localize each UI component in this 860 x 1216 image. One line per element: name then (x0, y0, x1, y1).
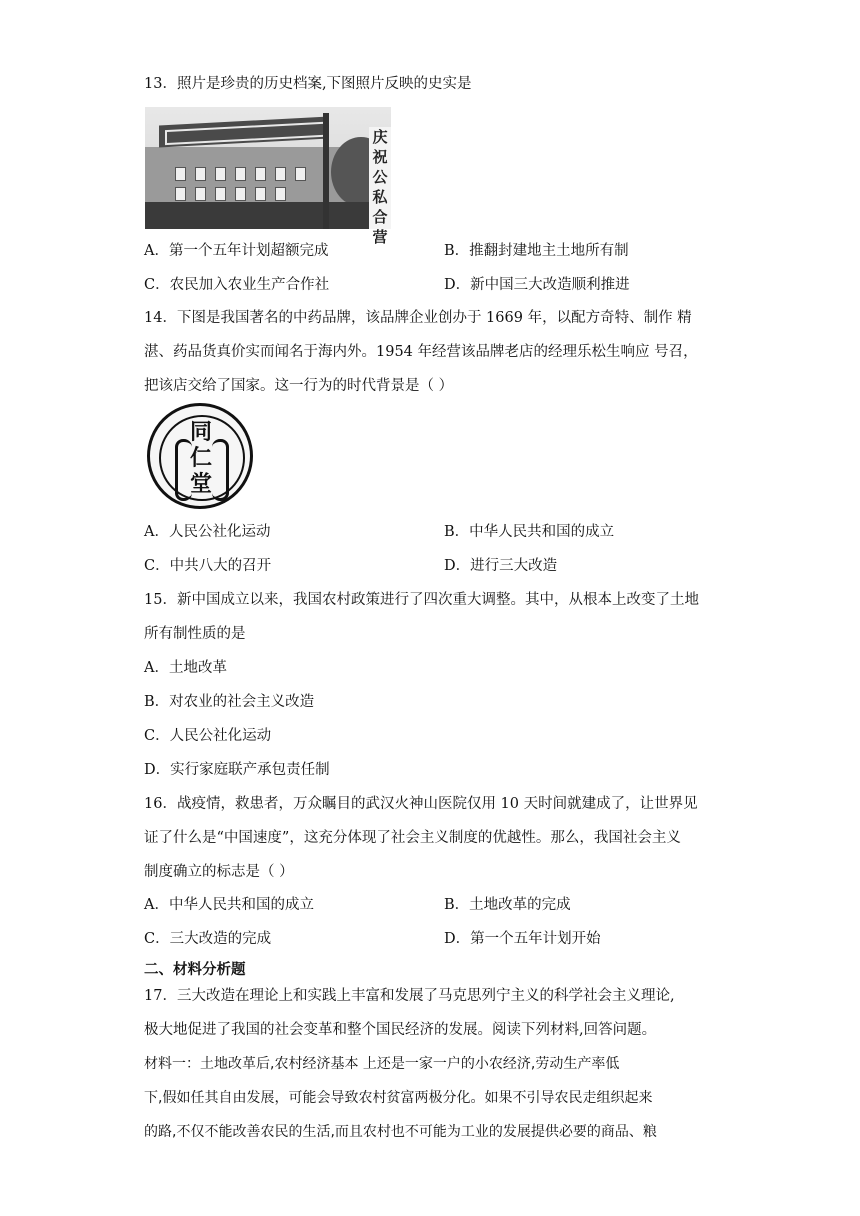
q14-option-c: C．中共八大的召开 (144, 558, 272, 574)
q15-stem-line: 15．新中国成立以来，我国农村政策进行了四次重大调整。其中，从根本上改变了土地 (144, 592, 699, 608)
q13-photo (145, 107, 391, 246)
photo-window (235, 167, 246, 181)
caption-char: 私 (372, 188, 388, 206)
q13-option-d: D．新中国三大改造顺利推进 (444, 277, 630, 293)
q13-stem: 13．照片是珍贵的历史档案,下图照片反映的史实是 (144, 76, 472, 92)
q14-stem-line: 把该店交给了国家。这一行为的时代背景是（ ） (144, 378, 454, 394)
seal-char: 堂 (189, 472, 212, 497)
photo-window (215, 187, 226, 201)
q15-stem-line: 所有制性质的是 (144, 626, 246, 642)
q17-material-line: 的路,不仅不能改善农民的生活,而且农村也不可能为工业的发展提供必要的商品、粮 (144, 1124, 657, 1140)
q16-option-a: A．中华人民共和国的成立 (144, 897, 314, 913)
q14-stem-line: 湛、药品货真价实而闻名于海内外。1954 年经营该品牌老店的经理乐松生响应 号召， (144, 344, 698, 360)
caption-char: 祝 (372, 148, 388, 166)
q15-option-b: B．对农业的社会主义改造 (144, 694, 315, 710)
photo-window (175, 167, 186, 181)
caption-char: 庆 (372, 128, 388, 146)
photo-window (195, 167, 206, 181)
q16-option-b: B．土地改革的完成 (444, 897, 571, 913)
seal-char: 仁 (189, 446, 212, 471)
q16-stem-line: 制度确立的标志是（ ） (144, 864, 294, 880)
q13-option-c: C．农民加入农业生产合作社 (144, 277, 330, 293)
q14-option-a: A．人民公社化运动 (144, 524, 271, 540)
q15-option-d: D．实行家庭联产承包责任制 (144, 762, 330, 778)
photo-window (275, 187, 286, 201)
photo-window (295, 167, 306, 181)
caption-char: 营 (372, 228, 388, 246)
caption-char: 合 (372, 208, 388, 226)
photo-pole (323, 113, 329, 229)
section-title: 二、材料分析题 (144, 962, 246, 978)
photo-window (275, 167, 286, 181)
photo-caption-sign (369, 127, 391, 246)
photo-window (255, 167, 266, 181)
q13-option-a: A．第一个五年计划超额完成 (144, 243, 329, 259)
q13-option-b: B．推翻封建地主土地所有制 (444, 243, 629, 259)
q14-option-d: D．进行三大改造 (444, 558, 558, 574)
photo-window (195, 187, 206, 201)
caption-char: 公 (372, 168, 388, 186)
q16-option-d: D．第一个五年计划开始 (444, 931, 601, 947)
q14-stem-line: 14．下图是我国著名的中药品牌，该品牌企业创办于 1669 年，以配方奇特、制作 精 (144, 310, 692, 326)
q17-material-line: 下,假如任其自由发展，可能会导致农村贫富两极分化。如果不引导农民走组织起来 (144, 1090, 653, 1106)
q16-stem-line: 证了什么是“中国速度”，这充分体现了社会主义制度的优越性。那么，我国社会主义 (144, 830, 681, 846)
q15-option-a: A．土地改革 (144, 660, 227, 676)
q17-stem-line: 17．三大改造在理论上和实践上丰富和发展了马克思列宁主义的科学社会主义理论, (144, 988, 675, 1004)
photo-window (255, 187, 266, 201)
seal-char: 同 (189, 420, 212, 445)
photo-crowd (145, 202, 391, 229)
photo-window (175, 187, 186, 201)
q14-option-b: B．中华人民共和国的成立 (444, 524, 615, 540)
q17-material-line: 材料一：土地改革后,农村经济基本 上还是一家一户的小农经济,劳动生产率低 (144, 1056, 620, 1072)
photo-window (235, 187, 246, 201)
q16-stem-line: 16．战疫情，救患者，万众瞩目的武汉火神山医院仅用 10 天时间就建成了，让世界见 (144, 796, 698, 812)
photo-window (215, 167, 226, 181)
tongrentang-seal-logo (147, 403, 253, 509)
q16-option-c: C．三大改造的完成 (144, 931, 272, 947)
q17-stem-line: 极大地促进了我国的社会变革和整个国民经济的发展。阅读下列材料,回答问题。 (144, 1022, 657, 1038)
seal-text (186, 420, 216, 498)
q15-option-c: C．人民公社化运动 (144, 728, 272, 744)
